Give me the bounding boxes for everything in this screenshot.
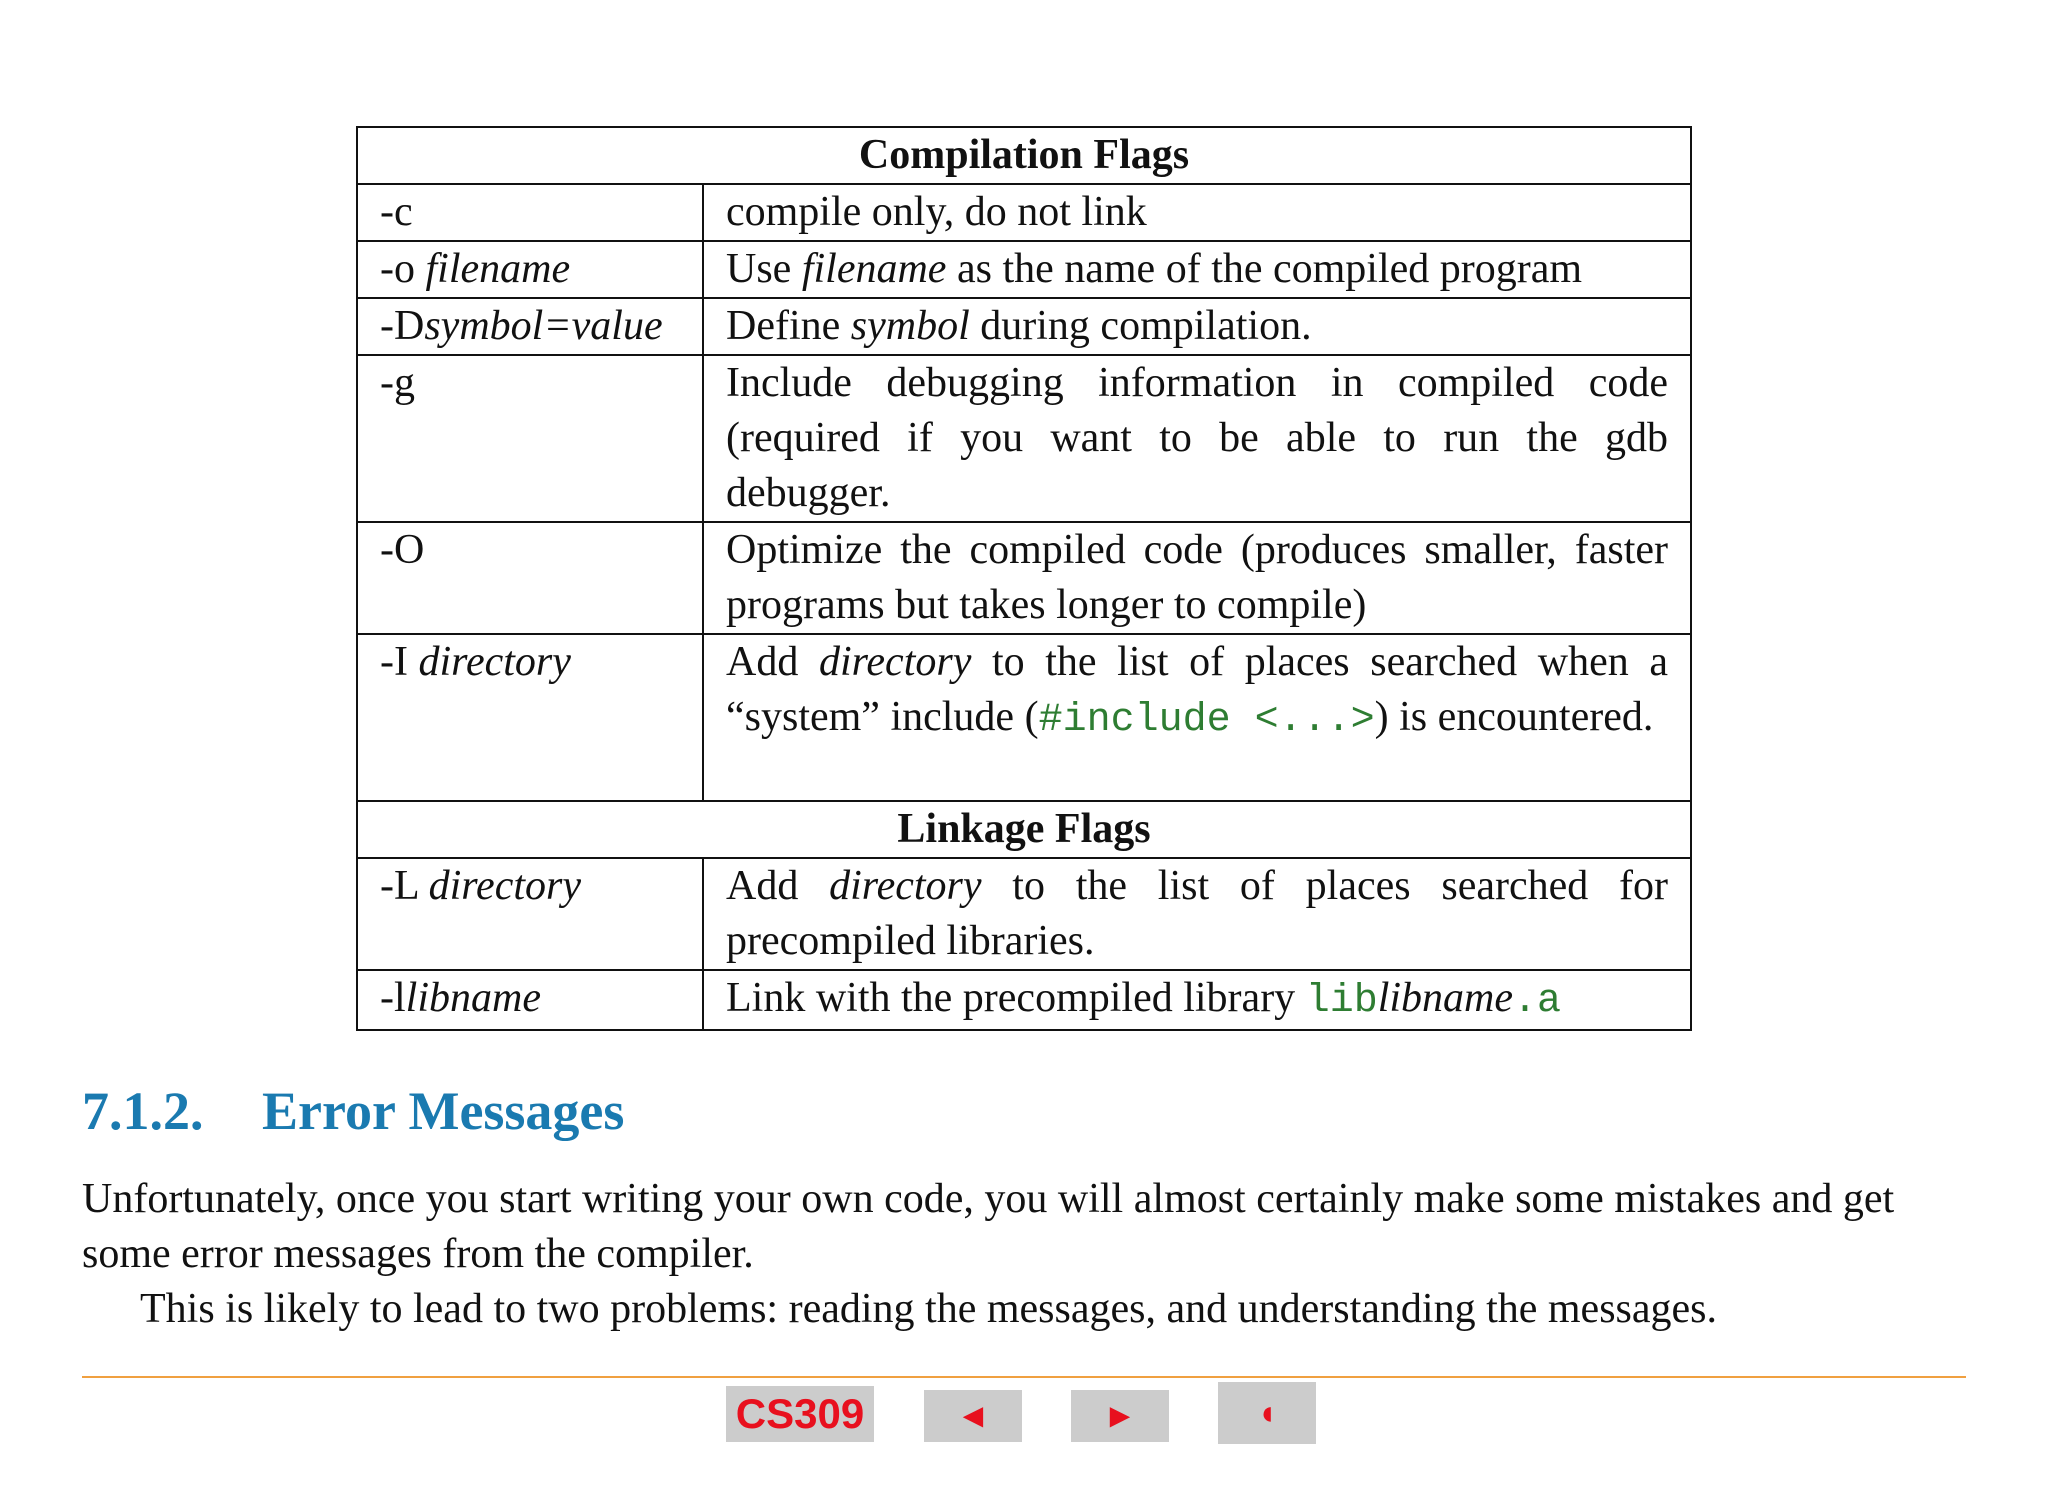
flag-cell xyxy=(357,298,703,355)
flag-cell xyxy=(357,241,703,298)
desc-cell: Include debugging information in compiled code (required if you want to be able to run the gdb debugger. xyxy=(703,355,1691,522)
flag-param: directory xyxy=(428,863,581,909)
desc-text: Use xyxy=(726,246,802,292)
paragraph: This is likely to lead to two problems: reading the messages, and understanding the messages. xyxy=(140,1286,1718,1332)
table-header-row xyxy=(357,801,1691,858)
flag-param: directory xyxy=(418,639,571,685)
table-row xyxy=(357,298,1691,355)
table-row xyxy=(357,355,1691,522)
flag-param: libname xyxy=(405,975,541,1021)
code-snippet: lib xyxy=(1305,979,1378,1024)
desc-text: Add xyxy=(726,863,830,909)
flag-cell xyxy=(357,634,703,801)
table-row xyxy=(357,970,1691,1030)
desc-cell xyxy=(703,634,1691,801)
table-row xyxy=(357,522,1691,634)
desc-text: to the list of places searched when a “system” include ( xyxy=(726,639,1668,740)
back-button[interactable] xyxy=(1218,1382,1316,1444)
desc-cell: compile only, do not link xyxy=(703,184,1691,241)
table-row xyxy=(357,241,1691,298)
flag-param: filename xyxy=(425,246,571,292)
desc-cell xyxy=(703,298,1691,355)
table-row xyxy=(357,858,1691,970)
section-number: 7.1.2. xyxy=(82,1081,204,1141)
flag-cell xyxy=(357,970,703,1030)
desc-text: Add xyxy=(726,639,819,685)
desc-text: during compilation. xyxy=(969,303,1312,349)
desc-param: libname xyxy=(1377,975,1514,1021)
desc-cell xyxy=(703,970,1691,1030)
desc-param: filename xyxy=(801,246,947,292)
desc-text: as the name of the compiled program xyxy=(946,246,1583,292)
table-header-row xyxy=(357,127,1691,184)
table-row xyxy=(357,184,1691,241)
desc-param: symbol xyxy=(850,303,970,349)
flag-cell xyxy=(357,858,703,970)
desc-cell xyxy=(703,858,1691,970)
next-page-button[interactable] xyxy=(1071,1390,1169,1442)
desc-param: directory xyxy=(818,639,972,685)
course-home-button[interactable]: CS309 xyxy=(726,1386,874,1442)
code-snippet: #include <...> xyxy=(1038,698,1375,743)
desc-cell xyxy=(703,241,1691,298)
desc-text: Link with the precompiled library xyxy=(726,975,1306,1021)
flag-cell: -O xyxy=(357,522,703,634)
linkage-flags-header: Linkage Flags xyxy=(357,801,1691,858)
desc-text: Define xyxy=(726,303,851,349)
section-heading xyxy=(82,1076,624,1146)
flag-text: -L xyxy=(380,863,429,909)
table-row xyxy=(357,634,1691,801)
compilation-flags-header: Compilation Flags xyxy=(357,127,1691,184)
flag-text: -o xyxy=(380,246,426,292)
desc-cell: Optimize the compiled code (produces smaller, faster programs but takes longer to compile) xyxy=(703,522,1691,634)
paragraph: Unfortunately, once you start writing your own code, you will almost certainly make some mistakes and get some error messages from the compiler. xyxy=(82,1176,1895,1277)
footer-divider xyxy=(82,1376,1966,1378)
previous-page-button[interactable] xyxy=(924,1390,1022,1442)
desc-text: to the list of places searched for precompiled libraries. xyxy=(726,863,1668,964)
flag-cell: -c xyxy=(357,184,703,241)
section-title: Error Messages xyxy=(262,1081,625,1141)
arrow-left-icon: ◄ xyxy=(956,1396,990,1435)
flag-text: -I xyxy=(380,639,419,685)
arrow-right-icon: ► xyxy=(1103,1396,1137,1435)
flag-text: -D xyxy=(380,303,425,349)
flag-text: -l xyxy=(380,975,406,1021)
flags-table xyxy=(356,126,1692,1031)
flag-param: symbol=value xyxy=(424,303,663,349)
desc-text: ) is encountered. xyxy=(1374,694,1654,740)
flag-cell: -g xyxy=(357,355,703,522)
desc-param: directory xyxy=(829,863,982,909)
back-icon: ◖ xyxy=(1256,1393,1278,1432)
code-snippet: .a xyxy=(1513,979,1562,1024)
